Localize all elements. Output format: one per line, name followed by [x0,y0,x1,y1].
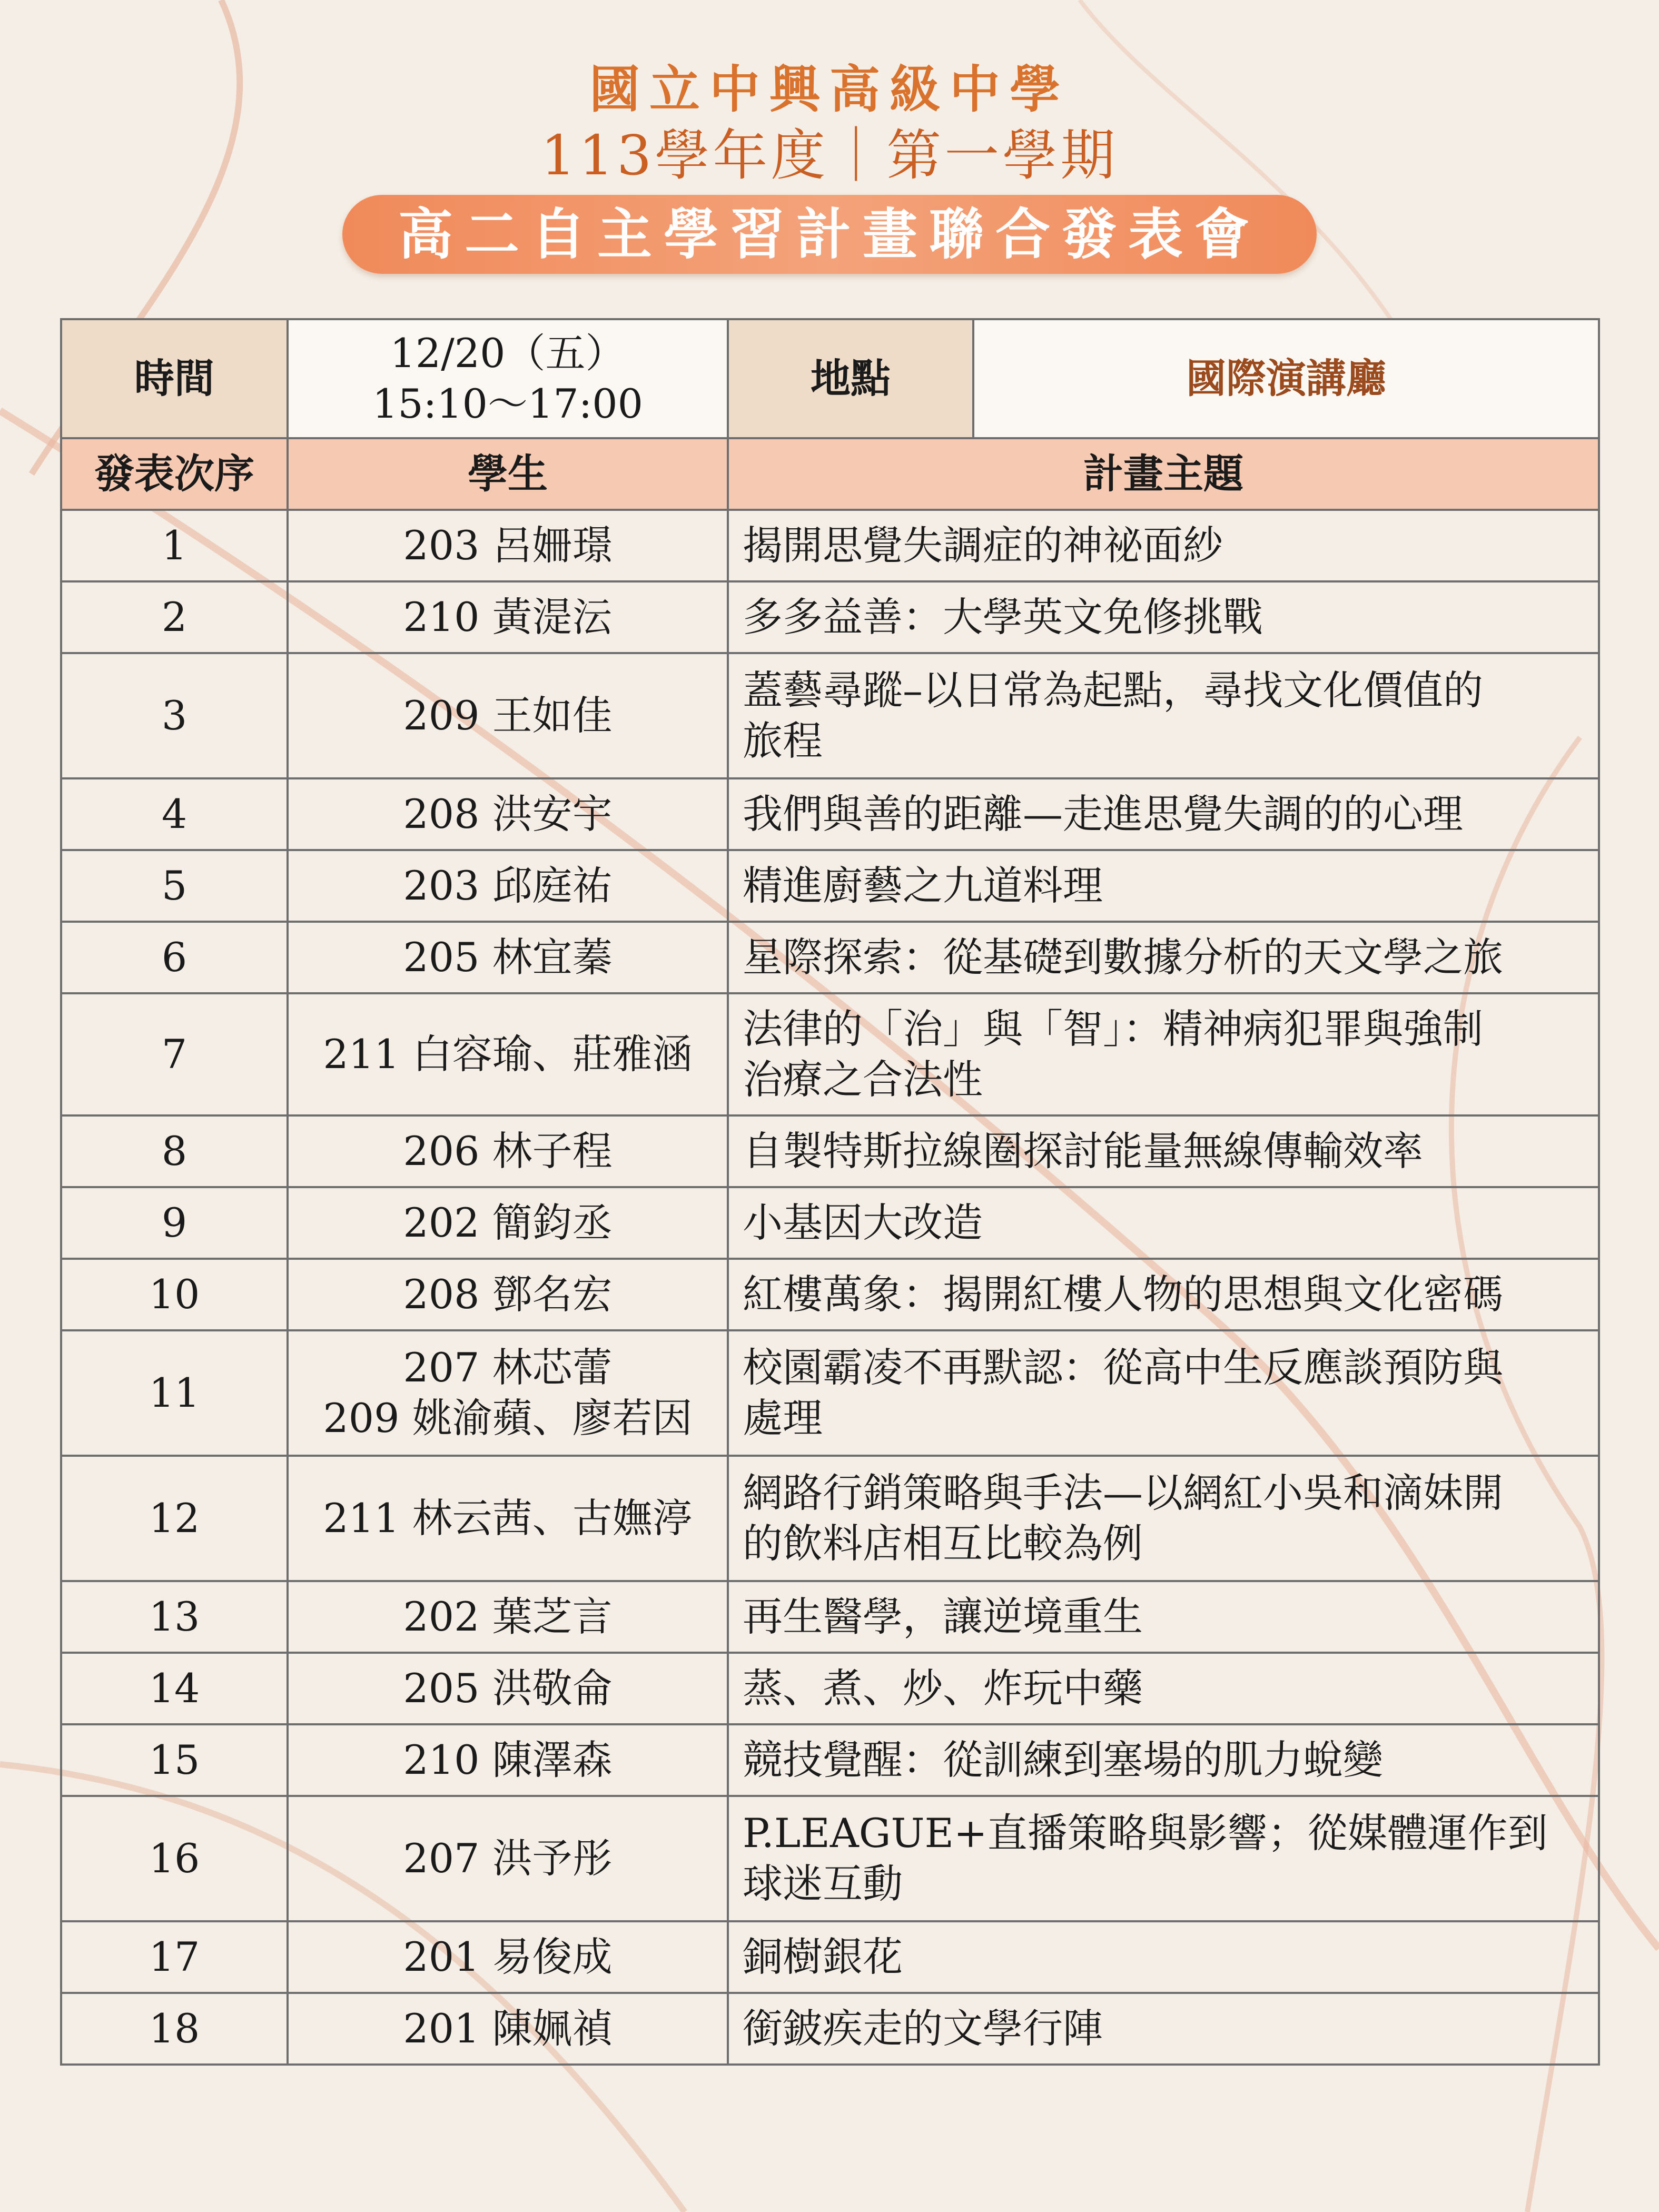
table-row [61,993,1599,1115]
event-info-row [61,319,1599,438]
project-topic-line: 銅樹銀花 [743,1933,903,1980]
student-cell [288,850,728,922]
project-topic-line: P.LEAGUE+直播策略與影響；從媒體運作到 [743,1810,1548,1856]
project-topic [728,1115,1599,1187]
table-row [61,1921,1599,1993]
student-name: 210 黃湜沄 [403,594,613,640]
presentation-order: 17 [61,1921,288,1993]
project-topic [728,778,1599,850]
table-row [61,1724,1599,1796]
table-row [61,850,1599,922]
presentation-order: 18 [61,1993,288,2065]
event-title: 高二自主學習計畫聯合發表會 [342,195,1317,274]
event-date: 12/20（五） [390,330,626,377]
student-cell [288,653,728,778]
project-topic-line: 自製特斯拉線圈探討能量無線傳輸效率 [743,1128,1423,1174]
column-header-row [61,438,1599,510]
project-topic-line: 多多益善：大學英文免修挑戰 [743,594,1263,640]
project-topic [728,1921,1599,1993]
project-topic [728,1187,1599,1259]
student-name: 205 林宜蓁 [403,934,613,981]
student-name: 202 葉芝言 [403,1593,613,1640]
column-header-topic: 計畫主題 [728,438,1599,510]
student-cell [288,993,728,1115]
project-topic [728,1796,1599,1921]
student-name: 203 邱庭祐 [403,862,613,909]
student-name: 207 林芯蕾 [403,1344,613,1391]
student-name: 201 陳姵禎 [403,2005,613,2052]
event-datetime [288,319,728,438]
project-topic [728,653,1599,778]
presentation-order: 13 [61,1581,288,1653]
project-topic-line: 紅樓萬象：揭開紅樓人物的思想與文化密碼 [743,1271,1503,1318]
project-topic-line: 法律的「治」與「智」：精神病犯罪與強制 [743,1005,1483,1052]
student-name: 211 林云茜、古嫵渟 [323,1495,693,1542]
table-row [61,1259,1599,1330]
project-topic [728,1724,1599,1796]
presentation-order: 14 [61,1653,288,1724]
project-topic-line: 揭開思覺失調症的神祕面紗 [743,522,1223,569]
table-row [61,1187,1599,1259]
student-cell [288,1330,728,1456]
student-cell [288,922,728,993]
schedule-table [60,318,1600,2066]
presentation-order: 15 [61,1724,288,1796]
project-topic [728,1653,1599,1724]
student-name: 209 王如佳 [403,692,613,739]
student-cell [288,1724,728,1796]
student-name: 211 白容瑜、莊雅涵 [323,1031,693,1078]
student-cell [288,1581,728,1653]
student-cell [288,1653,728,1724]
project-topic [728,1581,1599,1653]
student-cell [288,1796,728,1921]
project-topic [728,581,1599,653]
time-label: 時間 [61,319,288,438]
presentation-order: 1 [61,510,288,581]
event-venue: 國際演講廳 [973,319,1599,438]
presentation-order: 5 [61,850,288,922]
project-topic-line: 治療之合法性 [743,1056,983,1103]
student-name: 208 洪安宇 [403,791,613,837]
student-name: 203 呂姍璟 [403,522,613,569]
student-name: 205 洪敬侖 [403,1665,613,1712]
student-name: 209 姚渝蘋、廖若因 [323,1395,693,1441]
presentation-order: 9 [61,1187,288,1259]
student-cell [288,581,728,653]
project-topic-line: 網路行銷策略與手法—以網紅小吳和滴妹開 [743,1469,1503,1516]
table-row [61,1115,1599,1187]
table-row [61,510,1599,581]
student-cell [288,1115,728,1187]
project-topic [728,1259,1599,1330]
project-topic [728,1330,1599,1456]
project-topic-line: 小基因大改造 [743,1199,983,1246]
student-cell [288,1456,728,1581]
project-topic [728,922,1599,993]
project-topic-line: 處理 [743,1395,823,1441]
academic-term: 113學年度｜第一學期 [540,123,1119,187]
presentation-order: 11 [61,1330,288,1456]
presentation-order: 2 [61,581,288,653]
project-topic-line: 球迷互動 [743,1860,903,1907]
presentation-order: 4 [61,778,288,850]
school-name: 國立中興高級中學 [589,60,1070,119]
project-topic [728,850,1599,922]
project-topic-line: 校園霸凌不再默認：從高中生反應談預防與 [743,1344,1503,1391]
presentation-order: 8 [61,1115,288,1187]
table-row [61,1581,1599,1653]
student-name: 208 鄧名宏 [403,1271,613,1318]
student-name: 210 陳澤森 [403,1736,613,1783]
student-name: 206 林子程 [403,1128,613,1174]
table-row [61,653,1599,778]
presentation-order: 12 [61,1456,288,1581]
student-cell [288,778,728,850]
student-cell [288,1993,728,2065]
table-row [61,778,1599,850]
project-topic-line: 蓋藝尋蹤–以日常為起點，尋找文化價值的 [743,667,1483,714]
presentation-order: 7 [61,993,288,1115]
table-row [61,1330,1599,1456]
student-cell [288,510,728,581]
project-topic [728,993,1599,1115]
presentation-order: 16 [61,1796,288,1921]
presentation-order: 6 [61,922,288,993]
table-row [61,922,1599,993]
project-topic [728,510,1599,581]
project-topic-line: 銜鈹疾走的文學行陣 [743,2005,1103,2052]
table-row [61,1653,1599,1724]
project-topic-line: 精進廚藝之九道料理 [743,862,1103,909]
event-time: 15:10～17:00 [372,380,644,427]
project-topic [728,1993,1599,2065]
student-name: 201 易俊成 [403,1933,613,1980]
project-topic-line: 星際探索：從基礎到數據分析的天文學之旅 [743,934,1503,981]
column-header-student: 學生 [288,438,728,510]
presentation-order: 10 [61,1259,288,1330]
venue-label: 地點 [728,319,973,438]
student-name: 202 簡鈞丞 [403,1199,613,1246]
project-topic-line: 再生醫學，讓逆境重生 [743,1593,1143,1640]
project-topic-line: 旅程 [743,717,823,764]
presentation-order: 3 [61,653,288,778]
project-topic-line: 我們與善的距離—走進思覺失調的的心理 [743,791,1463,837]
student-cell [288,1921,728,1993]
table-row [61,1993,1599,2065]
column-header-order: 發表次序 [61,438,288,510]
table-row [61,1796,1599,1921]
page-header [0,58,1659,274]
project-topic-line: 競技覺醒：從訓練到塞場的肌力蛻變 [743,1736,1383,1783]
table-row [61,1456,1599,1581]
project-topic-line: 蒸、煮、炒、炸玩中藥 [743,1665,1143,1712]
student-name: 207 洪予彤 [403,1835,613,1882]
project-topic [728,1456,1599,1581]
student-cell [288,1259,728,1330]
student-cell [288,1187,728,1259]
table-row [61,581,1599,653]
project-topic-line: 的飲料店相互比較為例 [743,1520,1143,1567]
